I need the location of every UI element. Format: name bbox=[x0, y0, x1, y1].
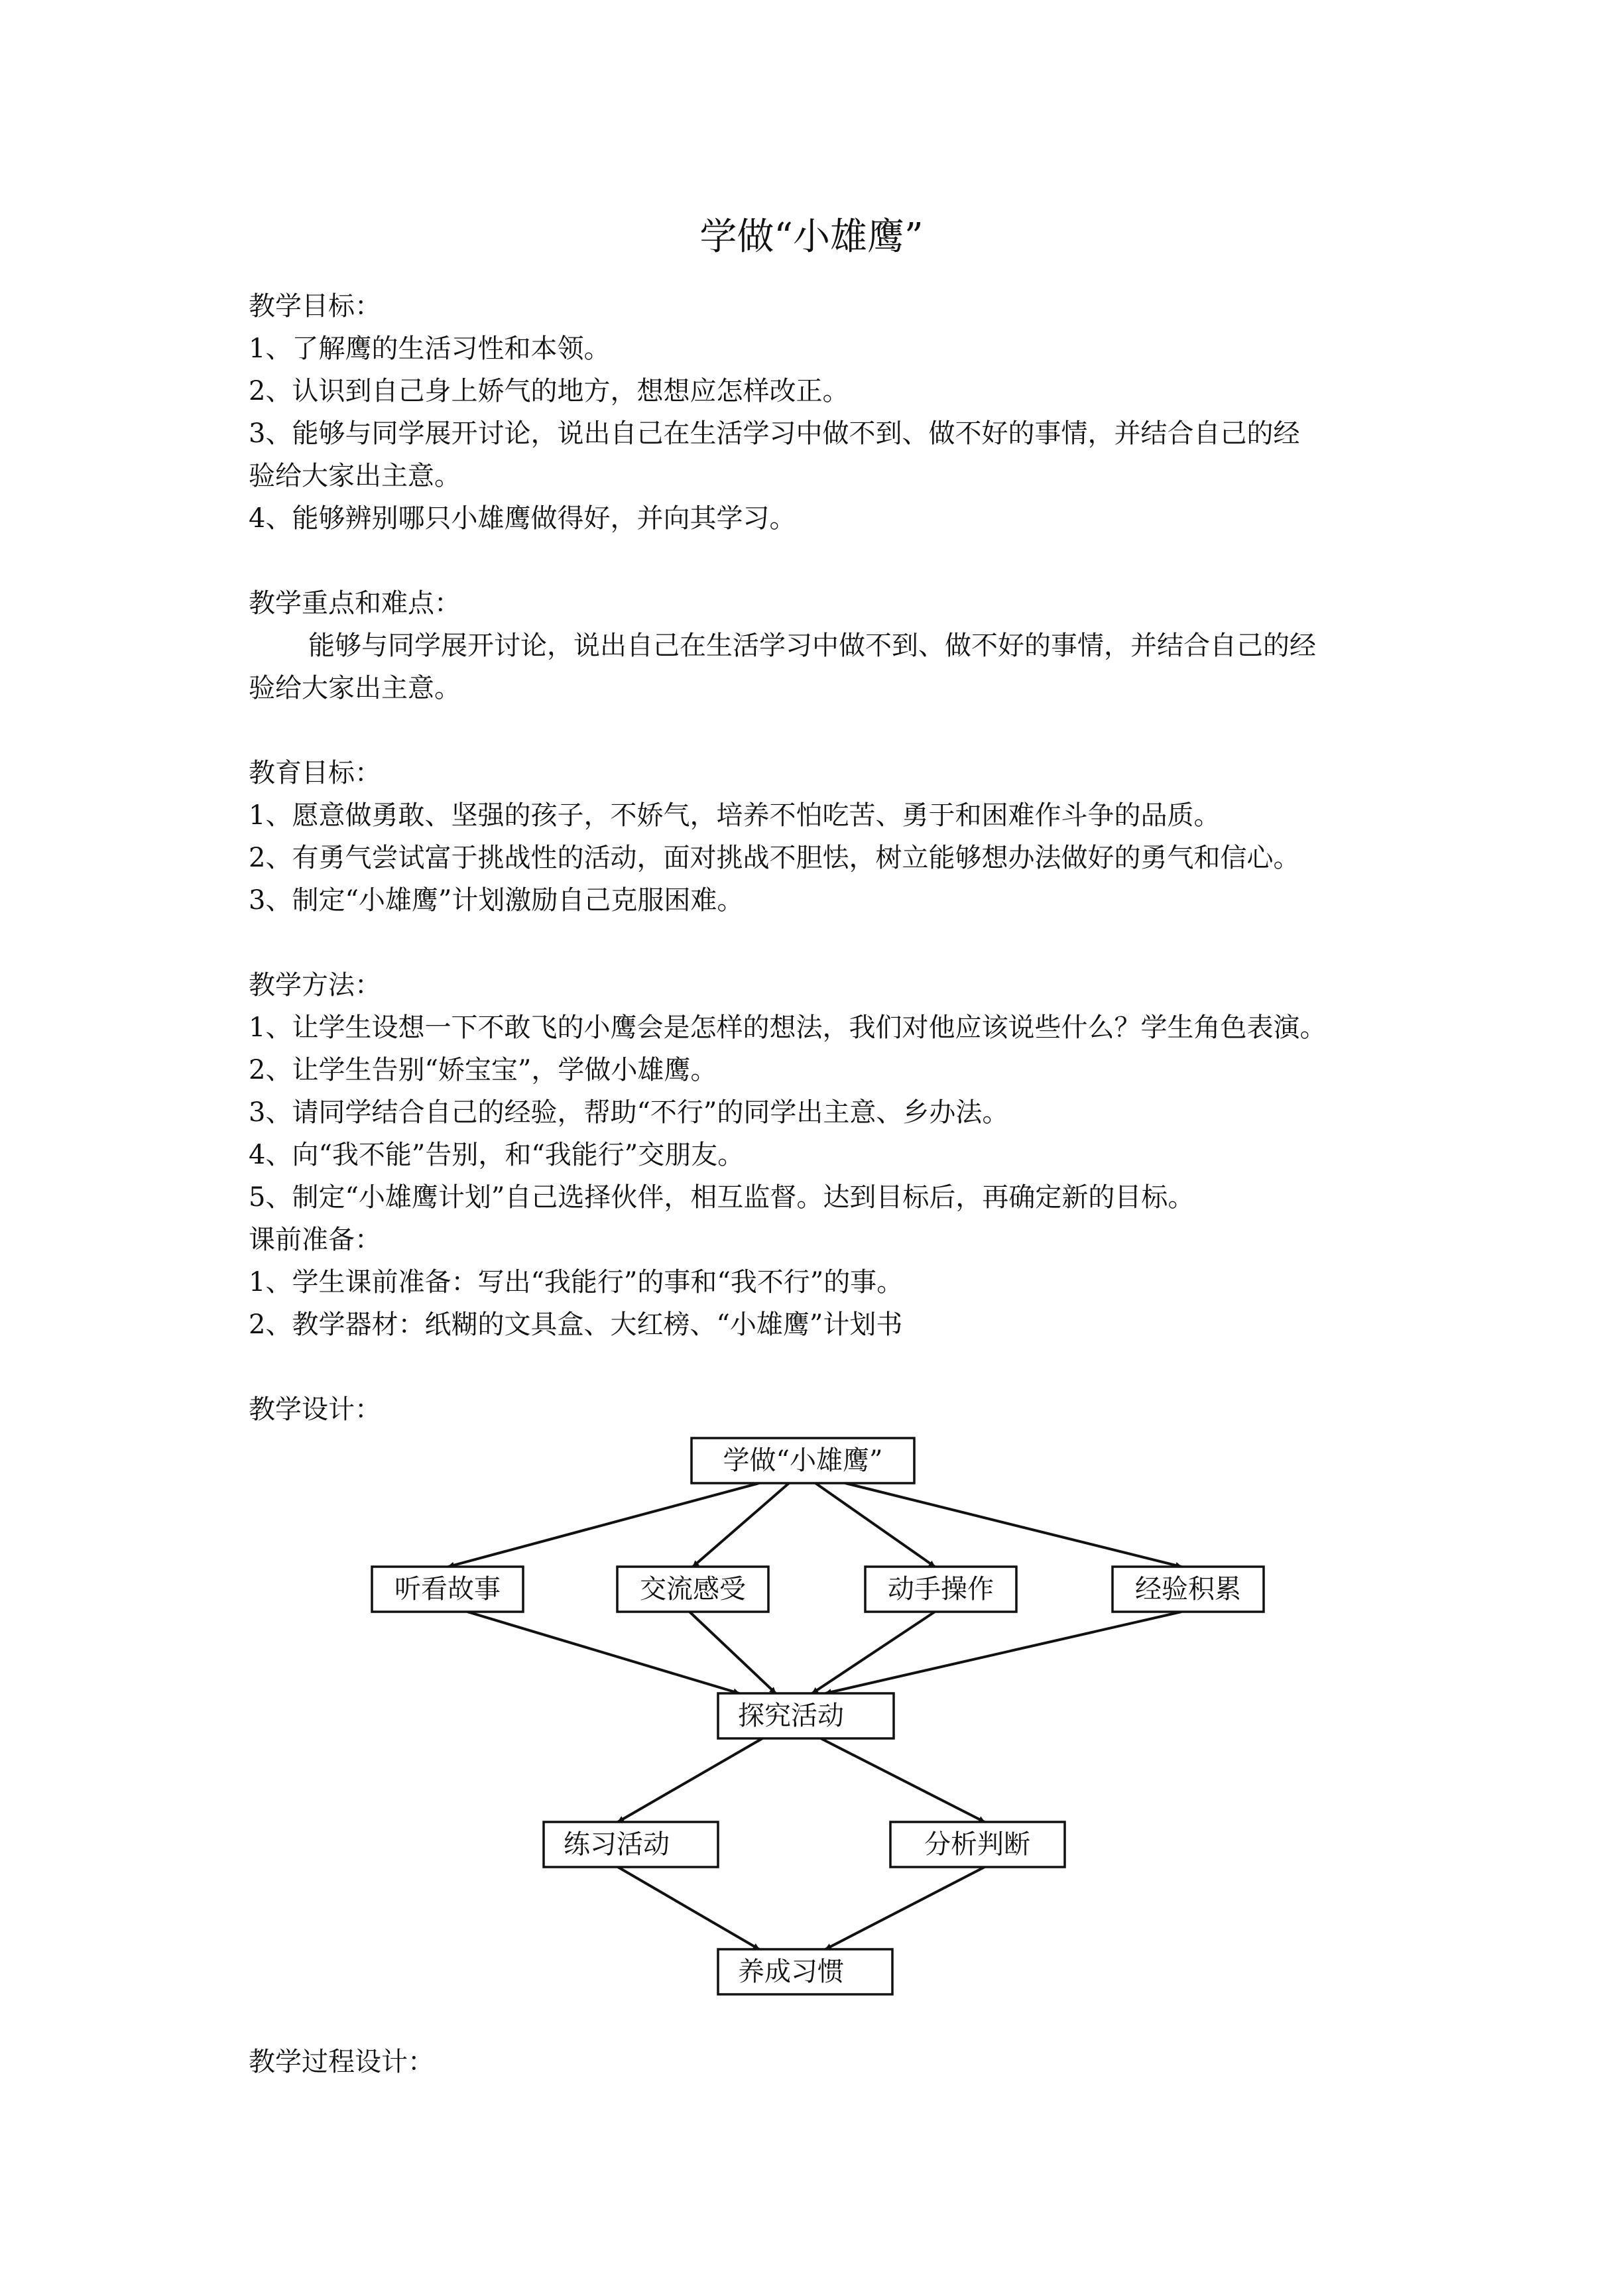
method-item: 4、向“我不能”告别，和“我能行”交朋友。 bbox=[249, 1140, 745, 1170]
preparation-item: 2、教学器材：纸糊的文具盒、大红榜、“小雄鹰”计划书 bbox=[249, 1309, 903, 1340]
education-goal-item: 2、有勇气尝试富于挑战性的活动，面对挑战不胆怯，树立能够想办法做好的勇气和信心。 bbox=[249, 843, 1300, 873]
objective-item: 1、了解鹰的生活习性和本领。 bbox=[249, 333, 611, 364]
methods-heading: 教学方法： bbox=[249, 970, 381, 1000]
objective-item: 3、能够与同学展开讨论，说出自己在生活学习中做不到、做不好的事情，并结合自己的经 bbox=[249, 418, 1300, 449]
flow-arrow bbox=[618, 1738, 762, 1822]
flow-arrow bbox=[467, 1612, 739, 1693]
flow-node-explore: 探究活动 bbox=[738, 1701, 844, 1731]
flow-arrow bbox=[815, 1483, 935, 1567]
flow-arrow bbox=[618, 1867, 759, 1949]
flow-arrow bbox=[825, 1867, 985, 1949]
education-goals-heading: 教育目标： bbox=[249, 758, 381, 788]
preparation-item: 1、学生课前准备：写出“我能行”的事和“我不行”的事。 bbox=[249, 1267, 904, 1298]
key-points-text-continued: 验给大家出主意。 bbox=[249, 673, 461, 703]
flow-node-hands-on: 动手操作 bbox=[888, 1574, 994, 1604]
education-goal-item: 3、制定“小雄鹰”计划激励自己克服困难。 bbox=[249, 885, 744, 916]
objective-item: 2、认识到自己身上娇气的地方，想想应怎样改正。 bbox=[249, 376, 849, 406]
method-item: 2、让学生告别“娇宝宝”，学做小雄鹰。 bbox=[249, 1055, 717, 1085]
flow-arrow bbox=[825, 1612, 1181, 1693]
design-heading: 教学设计： bbox=[249, 1394, 381, 1425]
flow-arrow bbox=[448, 1483, 759, 1567]
flow-node-analyze: 分析判断 bbox=[924, 1829, 1030, 1860]
flow-arrow bbox=[821, 1738, 985, 1822]
flow-node-practice: 练习活动 bbox=[564, 1829, 670, 1860]
flow-node-experience: 经验积累 bbox=[1135, 1574, 1241, 1604]
flow-node-exchange: 交流感受 bbox=[640, 1574, 746, 1604]
flow-arrow bbox=[693, 1483, 789, 1567]
preparation-heading: 课前准备： bbox=[249, 1225, 381, 1255]
flow-arrow bbox=[845, 1483, 1181, 1567]
key-points-heading: 教学重点和难点： bbox=[249, 588, 461, 619]
flow-node-listen: 听看故事 bbox=[394, 1574, 501, 1604]
method-item: 5、制定“小雄鹰计划”自己选择伙伴，相互监督。达到目标后，再确定新的目标。 bbox=[249, 1182, 1195, 1213]
flow-node-habit: 养成习惯 bbox=[738, 1957, 844, 1987]
key-points-text: 能够与同学展开讨论，说出自己在生活学习中做不到、做不好的事情，并结合自己的经 bbox=[308, 631, 1316, 661]
education-goal-item: 1、愿意做勇敢、坚强的孩子，不娇气，培养不怕吃苦、勇于和困难作斗争的品质。 bbox=[249, 800, 1221, 831]
objectives-heading: 教学目标： bbox=[249, 291, 381, 322]
flow-node-root: 学做“小雄鹰” bbox=[723, 1445, 883, 1476]
method-item: 1、让学生设想一下不敢飞的小鹰会是怎样的想法，我们对他应该说些什么？学生角色表演。 bbox=[249, 1012, 1327, 1043]
objective-item: 4、能够辨别哪只小雄鹰做得好，并向其学习。 bbox=[249, 503, 796, 534]
method-item: 3、请同学结合自己的经验，帮助“不行”的同学出主意、乡办法。 bbox=[249, 1097, 1009, 1128]
objective-item-continued: 验给大家出主意。 bbox=[249, 461, 461, 491]
page-title: 学做“小雄鹰” bbox=[699, 215, 924, 259]
process-heading: 教学过程设计： bbox=[249, 2047, 434, 2077]
